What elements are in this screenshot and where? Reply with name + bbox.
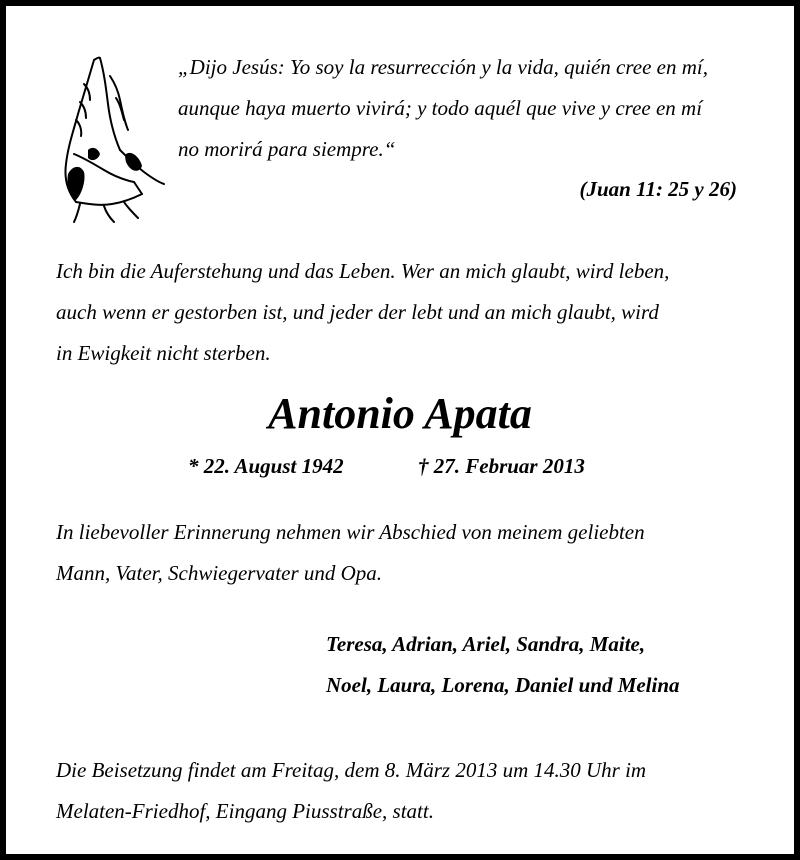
verse-line-1: Ich bin die Auferstehung und das Leben. Wer an mich glaubt, wird leben, — [56, 259, 670, 283]
deceased-name: Antonio Apata — [268, 389, 532, 438]
quote-line-1: „Dijo Jesús: Yo soy la resurrección y la vida, quién cree en mí, — [178, 55, 708, 79]
quote-line-2: aunque haya muerto vivirá; y todo aquél que vive y cree en mí — [178, 96, 703, 120]
message-line-1: In liebevoller Erinnerung nehmen wir Abschied von meinem geliebten — [56, 520, 645, 544]
birth-date: * 22. August 1942 — [188, 454, 344, 478]
funeral-line-1: Die Beisetzung findet am Freitag, dem 8. März 2013 um 14.30 Uhr im — [56, 758, 647, 782]
praying-hands-icon — [54, 54, 172, 224]
death-date: † 27. Februar 2013 — [418, 454, 585, 478]
funeral-line-2: Melaten-Friedhof, Eingang Piusstraße, statt. — [56, 799, 434, 823]
quote-reference: (Juan 11: 25 y 26) — [579, 177, 737, 201]
message-line-2: Mann, Vater, Schwiegervater und Opa. — [56, 561, 383, 585]
family-line-1: Teresa, Adrian, Ariel, Sandra, Maite, — [326, 632, 646, 656]
family-line-2: Noel, Laura, Lorena, Daniel und Melina — [326, 673, 680, 697]
quote-line-3: no morirá para siempre.“ — [178, 137, 396, 161]
verse-line-3: in Ewigkeit nicht sterben. — [56, 341, 271, 365]
verse-line-2: auch wenn er gestorben ist, und jeder der lebt und an mich glaubt, wird — [56, 300, 659, 324]
